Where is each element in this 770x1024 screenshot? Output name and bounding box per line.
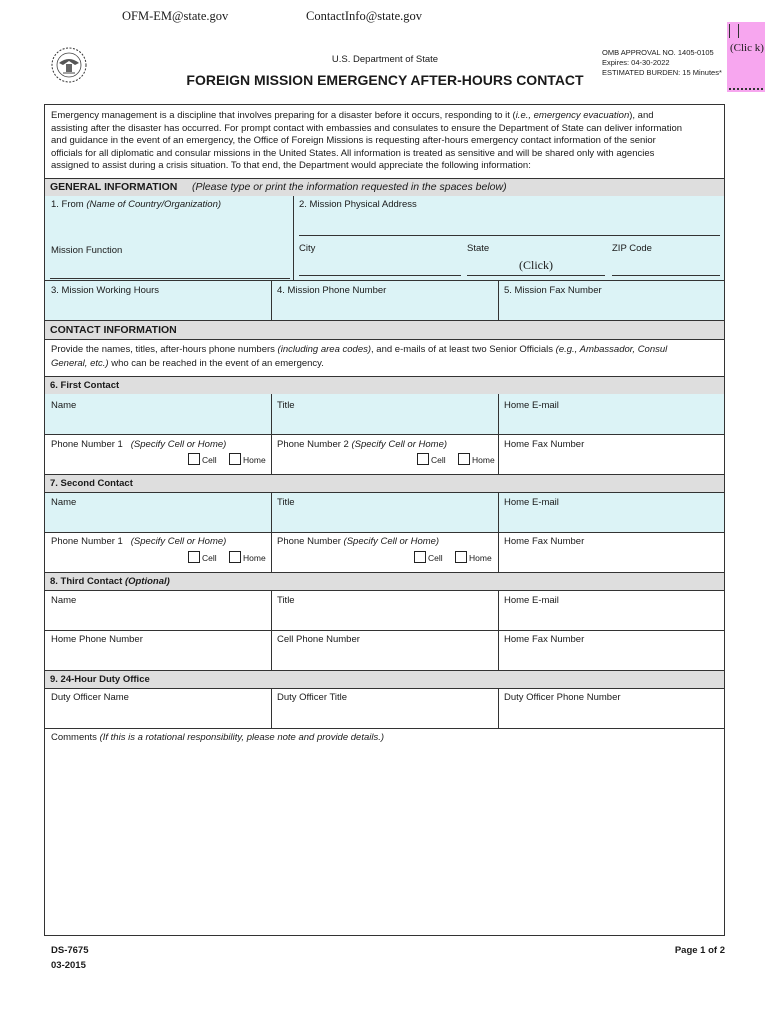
first-phone1-text: Phone Number 1 xyxy=(51,439,123,450)
duty-name-input[interactable] xyxy=(51,705,267,725)
duty-name-label: Duty Officer Name xyxy=(51,692,129,703)
checkbox-icon[interactable] xyxy=(188,551,200,563)
mission-fax-label: 5. Mission Fax Number xyxy=(504,285,602,296)
checkbox-icon[interactable] xyxy=(458,453,470,465)
duty-phone-label: Duty Officer Phone Number xyxy=(504,692,621,703)
first-phone2-note: (Specify Cell or Home) xyxy=(351,439,448,450)
ofm-email: OFM-EM@state.gov xyxy=(122,9,229,23)
working-hours-input[interactable] xyxy=(51,298,267,318)
first-phone1-label xyxy=(51,439,226,450)
second-phone2-home-option[interactable] xyxy=(455,551,492,563)
cell-label: Cell xyxy=(431,455,446,465)
first-email-label: Home E-mail xyxy=(504,400,559,411)
second-phone1-text: Phone Number 1 xyxy=(51,536,123,547)
second-phone2-cell-option[interactable] xyxy=(414,551,443,563)
home-label: Home xyxy=(243,455,266,465)
city-label: City xyxy=(299,243,316,254)
third-email-input[interactable] xyxy=(504,608,720,628)
checkbox-icon[interactable] xyxy=(229,551,241,563)
barcode-icon xyxy=(729,24,739,38)
intro-text: officials for all diplomatic and consular missions in the United States. All information is treated as sensitive and will be shared only with agencies xyxy=(51,147,655,159)
zip-input[interactable] xyxy=(612,256,720,274)
first-fax-label: Home Fax Number xyxy=(504,439,585,450)
first-contact-header xyxy=(45,376,724,395)
checkbox-icon[interactable] xyxy=(417,453,429,465)
third-title-label: Title xyxy=(277,595,295,606)
home-label: Home xyxy=(472,455,495,465)
second-phone2-label xyxy=(277,536,439,547)
first-fax-input[interactable] xyxy=(504,452,720,472)
third-cell-phone-label: Cell Phone Number xyxy=(277,634,360,645)
intro-text: and guidance in the event of an emergency, the Office of Foreign Missions is requesting after-hours emergency contact information of the senior xyxy=(51,135,656,147)
from-label-note: (Name of Country/Organization) xyxy=(86,199,222,210)
checkbox-icon[interactable] xyxy=(455,551,467,563)
duty-phone-input[interactable] xyxy=(504,705,720,725)
cell-label: Cell xyxy=(202,553,217,563)
third-email-label: Home E-mail xyxy=(504,595,559,606)
second-name-input[interactable] xyxy=(51,510,267,530)
comments-text: Comments xyxy=(51,732,100,743)
working-hours-label: 3. Mission Working Hours xyxy=(51,285,160,296)
department-name: U.S. Department of State xyxy=(331,54,439,65)
second-fax-input[interactable] xyxy=(504,549,720,569)
state-label: State xyxy=(467,243,490,254)
second-contact-header xyxy=(45,475,724,493)
state-select[interactable]: (Click) xyxy=(519,258,553,272)
third-contact-header xyxy=(45,573,724,591)
form-number: DS-7675 xyxy=(51,945,89,956)
third-fax-input[interactable] xyxy=(504,647,720,667)
second-email-label: Home E-mail xyxy=(504,497,559,508)
second-title-input[interactable] xyxy=(277,510,493,530)
first-phone2-label xyxy=(277,439,447,450)
checkbox-icon[interactable] xyxy=(414,551,426,563)
first-phone2-home-option[interactable] xyxy=(458,453,495,465)
second-phone1-home-option[interactable] xyxy=(229,551,266,563)
mission-phone-label: 4. Mission Phone Number xyxy=(277,285,387,296)
third-home-phone-input[interactable] xyxy=(51,647,267,667)
first-phone1-cell-option[interactable] xyxy=(188,453,217,465)
contact-email: ContactInfo@state.gov xyxy=(306,9,422,23)
form-title: FOREIGN MISSION EMERGENCY AFTER-HOURS CONTACT xyxy=(186,72,584,88)
page-number: Page 1 of 2 xyxy=(674,945,725,956)
second-name-label: Name xyxy=(51,497,77,508)
third-contact-text: 8. Third Contact xyxy=(50,576,125,587)
third-contact-heading xyxy=(50,576,170,587)
general-info-header xyxy=(45,178,724,197)
first-title-label: Title xyxy=(277,400,295,411)
third-name-input[interactable] xyxy=(51,608,267,628)
comments-note: (If this is a rotational responsibility, please note and provide details.) xyxy=(99,732,385,743)
second-phone2-note: (Specify Cell or Home) xyxy=(343,536,440,547)
form-date: 03-2015 xyxy=(51,960,86,971)
instruction-italic: (including area codes) xyxy=(277,344,372,355)
second-phone1-label xyxy=(51,536,226,547)
third-fax-label: Home Fax Number xyxy=(504,634,585,645)
city-input[interactable] xyxy=(299,256,461,274)
first-phone2-cell-option[interactable] xyxy=(417,453,446,465)
duty-office-header xyxy=(45,671,724,689)
contact-info-header xyxy=(45,321,724,340)
address-label: 2. Mission Physical Address xyxy=(299,199,417,210)
first-contact-heading: 6. First Contact xyxy=(50,380,120,391)
first-name-input[interactable] xyxy=(51,412,267,432)
intro-text: ), and xyxy=(629,110,654,121)
address-input[interactable] xyxy=(299,212,719,234)
instruction-italic: (e.g., Ambassador, Consul xyxy=(555,344,668,355)
general-info-note: (Please type or print the information requested in the spaces below) xyxy=(192,181,507,193)
third-name-label: Name xyxy=(51,595,77,606)
first-email-input[interactable] xyxy=(504,412,720,432)
checkbox-icon[interactable] xyxy=(229,453,241,465)
estimated-burden: ESTIMATED BURDEN: 15 Minutes* xyxy=(602,68,722,77)
checkbox-icon[interactable] xyxy=(188,453,200,465)
duty-title-input[interactable] xyxy=(277,705,493,725)
first-phone1-home-option[interactable] xyxy=(229,453,266,465)
instruction-text: , and e-mails of at least two Senior Officials xyxy=(371,344,556,355)
from-label-text: 1. From xyxy=(51,199,84,210)
duty-office-heading: 9. 24-Hour Duty Office xyxy=(50,674,150,685)
contact-instructions xyxy=(51,343,721,370)
third-contact-note: (Optional) xyxy=(124,576,170,587)
zip-label: ZIP Code xyxy=(612,243,652,254)
from-label xyxy=(51,199,221,210)
from-input[interactable] xyxy=(51,212,289,240)
third-title-input[interactable] xyxy=(277,608,493,628)
intro-paragraph xyxy=(51,110,723,173)
first-phone1-note: (Specify Cell or Home) xyxy=(130,439,227,450)
instruction-text: who can be reached in the event of an emergency. xyxy=(108,357,324,369)
mission-function-label: Mission Function xyxy=(51,245,123,256)
second-fax-label: Home Fax Number xyxy=(504,536,585,547)
barcode-lines xyxy=(729,88,763,92)
home-label: Home xyxy=(243,553,266,563)
intro-text: Emergency management is a discipline that involves preparing for a disaster before it occurs, responding to it ( xyxy=(51,110,516,121)
intro-text: assisting after the disaster has occurred. For prompt contact with embassies and consulates to ensure the Department of State can deliver information xyxy=(51,122,683,134)
stamp-text: (Clic k) xyxy=(730,42,764,54)
cell-label: Cell xyxy=(202,455,217,465)
third-cell-phone-input[interactable] xyxy=(277,647,493,667)
first-name-label: Name xyxy=(51,400,77,411)
mission-phone-input[interactable] xyxy=(277,298,493,318)
mission-fax-input[interactable] xyxy=(504,298,720,318)
intro-text: assigned to assist during a crisis situation. To that end, the Department would appreciate the following information: xyxy=(51,160,531,172)
second-title-label: Title xyxy=(277,497,295,508)
second-email-input[interactable] xyxy=(504,510,720,530)
expires-date: Expires: 04-30-2022 xyxy=(602,58,670,67)
instruction-italic: General, etc.) xyxy=(51,357,109,369)
second-contact-heading: 7. Second Contact xyxy=(50,478,133,489)
comments-input[interactable] xyxy=(51,746,720,931)
second-phone1-note: (Specify Cell or Home) xyxy=(130,536,227,547)
second-phone2-text: Phone Number xyxy=(277,536,344,547)
cell-label: Cell xyxy=(428,553,443,563)
contact-info-heading: CONTACT INFORMATION xyxy=(50,324,177,336)
second-phone1-cell-option[interactable] xyxy=(188,551,217,563)
third-home-phone-label: Home Phone Number xyxy=(51,634,143,645)
first-phone2-text: Phone Number 2 xyxy=(277,439,352,450)
duty-title-label: Duty Officer Title xyxy=(277,692,348,703)
intro-italic: i.e., emergency evacuation xyxy=(515,110,630,121)
instruction-text: Provide the names, titles, after-hours phone numbers xyxy=(51,344,278,355)
omb-number: OMB APPROVAL NO. 1405-0105 xyxy=(602,48,714,57)
first-title-input[interactable] xyxy=(277,412,493,432)
home-label: Home xyxy=(469,553,492,563)
general-info-heading: GENERAL INFORMATION xyxy=(50,181,178,193)
comments-label xyxy=(51,732,384,743)
mission-function-input[interactable] xyxy=(51,258,289,278)
